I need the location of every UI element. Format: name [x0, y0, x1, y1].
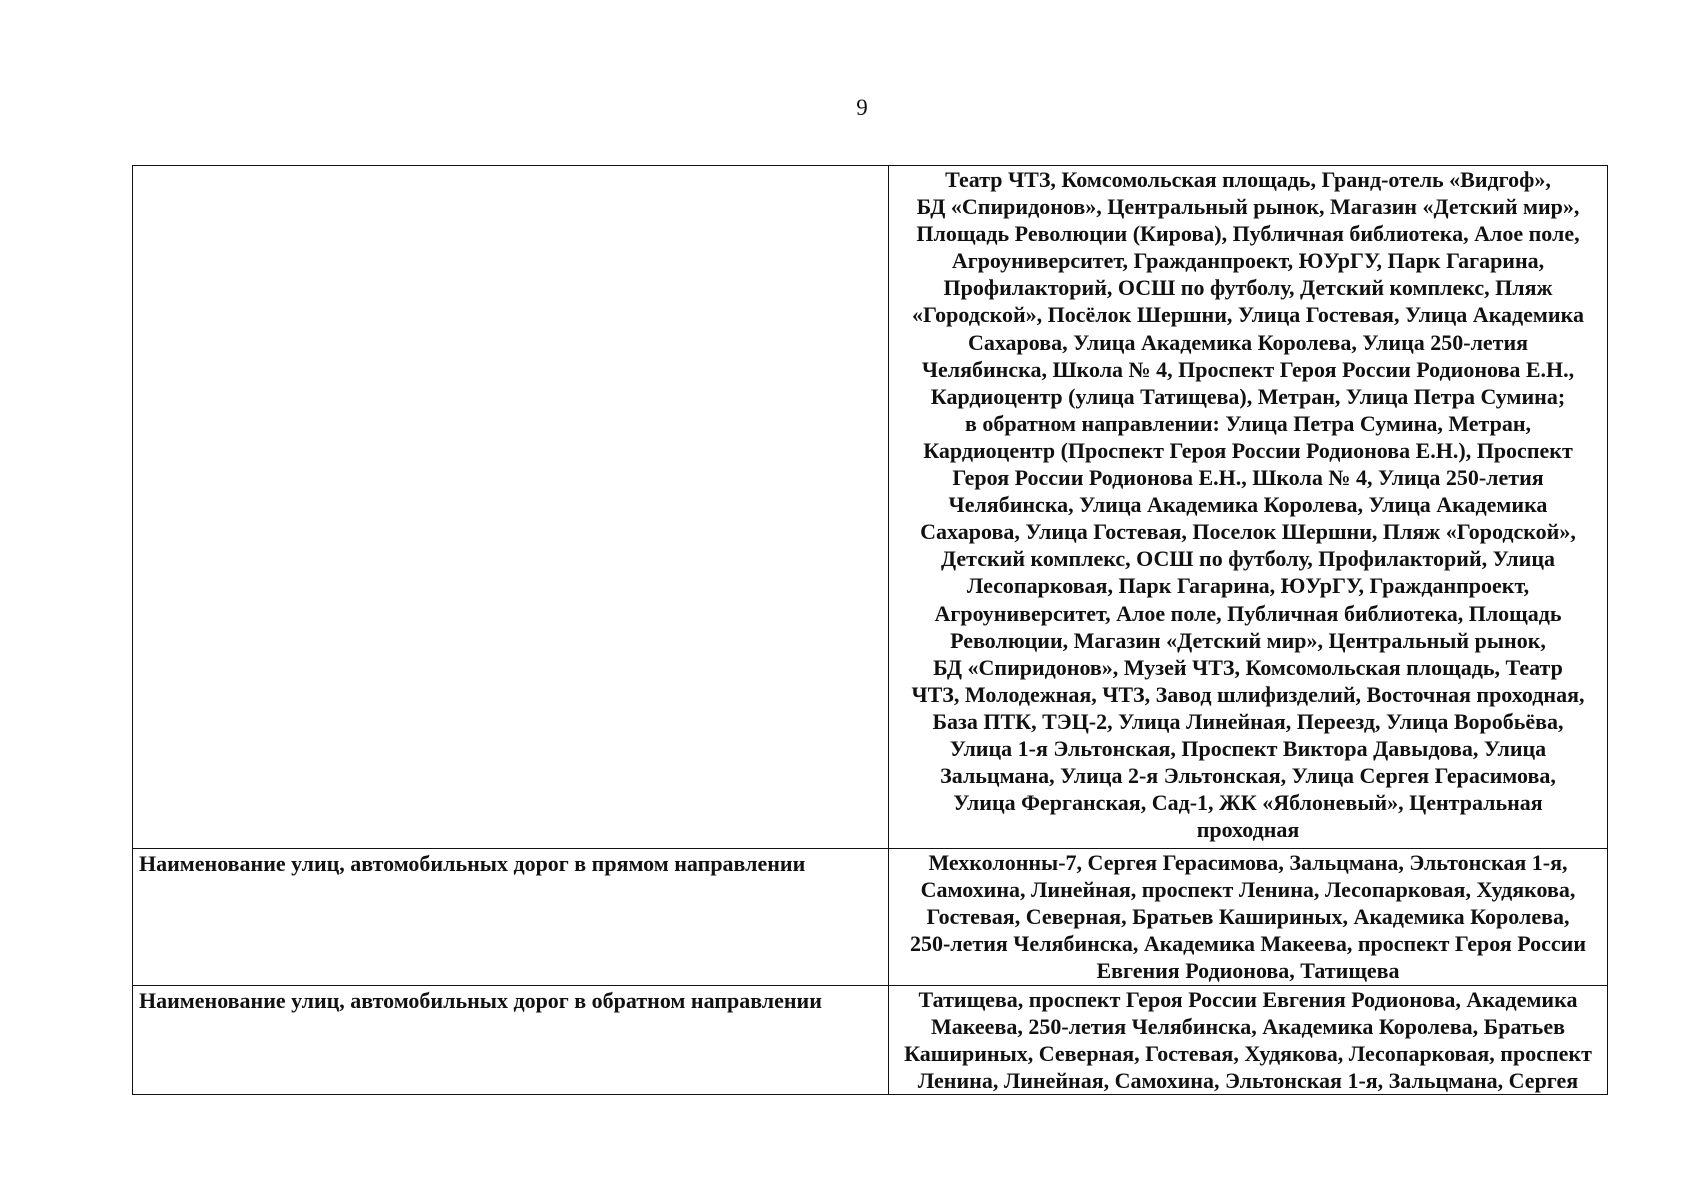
table-row-forward-streets — [133, 849, 1608, 986]
row-label — [133, 166, 888, 167]
page-number: 9 — [856, 95, 868, 120]
stops-list-text: Театр ЧТЗ, Комсомольская площадь, Гранд-отель «Видгоф», БД «Спиридонов», Центральный рынок, Магазин «Детский мир», Площадь Революции (Кирова), Публичная библиотека, Алое поле, Агроуниверситет, Гражданпроект, ЮУрГУ, Парк Гагарина, Профилакторий, ОСШ по футболу, Детский комплекс, Пляж «Городской», Посёлок Шершни, Улица Гостевая, Улица Академика Сахарова, Улица Академика Королева, Улица 250-летия Челябинска, Школа № 4, Проспект Героя России Родионова Е.Н., Кардиоцентр (улица Татищева), Метран, Улица Петра Сумина; в обратном направлении: Улица Петра Сумина, Метран, Кардиоцентр (Проспект Героя России Родионова Е.Н.), Проспект Героя России Родионова Е.Н., Школа № 4, Улица 250-летия Челябинска, Улица Академика Королева, Улица Академика Сахарова, Улица Гостевая, Поселок Шершни, Пляж «Городской», Детский комплекс, ОСШ по футболу, Профилакторий, Улица Лесопарковая, Парк Гагарина, ЮУрГУ, Гражданпроект, Агроуниверситет, Алое поле, Публичная библиотека, Площадь Революции, Магазин «Детский мир», Центральный рынок, БД «Спиридонов», Музей ЧТЗ, Комсомольская площадь, Театр ЧТЗ, Молодежная, ЧТЗ, Завод шлифизделий, Восточная проходная, База ПТК, ТЭЦ-2, Улица Линейная, Переезд, Улица Воробьёва, Улица 1-я Эльтонская, Проспект Виктора Давыдова, Улица Зальцмана, Улица 2-я Эльтонская, Улица Сергея Герасимова, Улица Ферганская, Сад-1, ЖК «Яблоневый», Центральная проходная — [911, 167, 1585, 843]
forward-streets-label: Наименование улиц, автомобильных дорог в прямом направлении — [139, 851, 806, 876]
reverse-streets-text: Татищева, проспект Героя России Евгения Родионова, Академика Макеева, 250-летия Челябинска, Академика Королева, Братьев Кашириных, Северная, Гостевая, Худякова, Лесопарковая, проспект Ленина, Линейная, Самохина, Эльтонская 1-я, Зальцмана, Сергея — [904, 987, 1592, 1094]
table-row-reverse-streets — [133, 986, 1608, 1095]
table-row-stops — [133, 166, 1608, 849]
forward-streets-text: Мехколонны-7, Сергея Герасимова, Зальцмана, Эльтонская 1-я, Самохина, Линейная, проспект Ленина, Лесопарковая, Худякова, Гостевая, Северная, Братьев Кашириных, Академика Королева, 250-летия Челябинска, Академика Макеева, проспект Героя России Евгения Родионова, Татищева — [909, 850, 1587, 984]
route-table — [132, 165, 1608, 1095]
table-cell-value — [889, 849, 1608, 986]
table-cell-label — [133, 849, 889, 986]
table-cell-value — [889, 166, 1608, 849]
table-cell-label — [133, 986, 889, 1095]
table-cell-value — [889, 986, 1608, 1095]
table-cell-label — [133, 166, 889, 849]
reverse-streets-label: Наименование улиц, автомобильных дорог в обратном направлении — [139, 988, 822, 1013]
